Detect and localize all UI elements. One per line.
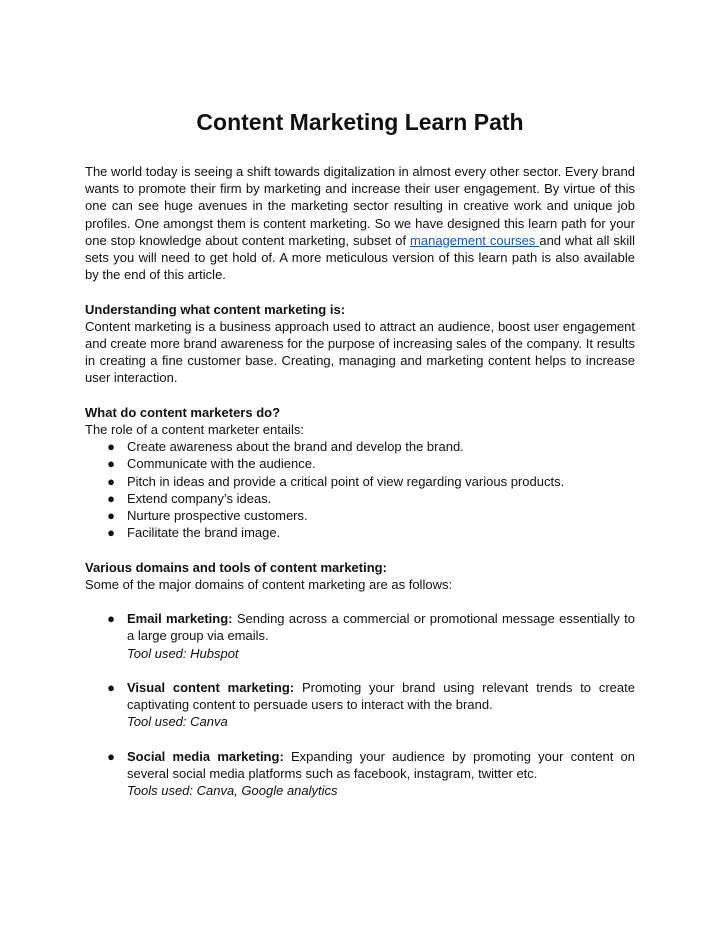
list-item-text: Communicate with the audience. xyxy=(127,456,316,472)
bullet-icon: ● xyxy=(107,473,115,489)
domains-list xyxy=(85,679,635,731)
list-item xyxy=(107,507,635,524)
bullet-icon: ● xyxy=(107,680,115,696)
domain-item-social-media-marketing xyxy=(107,748,635,800)
domain-tool: Tool used: Hubspot xyxy=(127,645,239,661)
domain-tool: Tools used: Canva, Google analytics xyxy=(127,783,338,799)
list-item-text: Pitch in ideas and provide a critical point of view regarding various products. xyxy=(127,473,565,489)
management-courses-link[interactable]: management courses xyxy=(410,232,540,248)
section-intro-domains: Some of the major domains of content marketing are as follows: xyxy=(85,576,453,592)
bullet-icon: ● xyxy=(107,490,115,506)
domain-name: Email marketing: xyxy=(127,611,233,627)
list-item-text: Create awareness about the brand and develop the brand. xyxy=(127,439,464,455)
list-item-text: Nurture prospective customers. xyxy=(127,508,308,524)
domain-description xyxy=(127,610,635,644)
list-item xyxy=(107,455,635,472)
document-title: Content Marketing Learn Path xyxy=(196,109,524,135)
bullet-icon: ● xyxy=(107,456,115,472)
domain-description xyxy=(127,679,635,713)
section-intro-role: The role of a content marketer entails: xyxy=(85,422,304,438)
domain-item-visual-content-marketing xyxy=(107,679,635,731)
list-item xyxy=(107,438,635,455)
intro-paragraph xyxy=(85,163,635,283)
bullet-icon: ● xyxy=(107,508,115,524)
domain-name: Visual content marketing: xyxy=(127,680,295,696)
domains-list xyxy=(85,610,635,662)
domains-list xyxy=(85,748,635,800)
document-body xyxy=(85,163,635,799)
list-item xyxy=(107,490,635,507)
domain-tool: Tool used: Canva xyxy=(127,714,228,730)
section-heading-understanding: Understanding what content marketing is: xyxy=(85,301,346,317)
domain-description xyxy=(127,748,635,782)
domain-item-email-marketing xyxy=(107,610,635,662)
bullet-icon: ● xyxy=(107,611,115,627)
bullet-icon: ● xyxy=(107,525,115,541)
domain-description-text: Expanding your audience by promoting your content on several social media platforms such as facebook, instagram, twitter etc. xyxy=(127,748,635,782)
section-heading-domains: Various domains and tools of content marketing: xyxy=(85,559,387,575)
domain-description-text: Sending across a commercial or promotional message essentially to a large group via emails. xyxy=(127,611,635,644)
section-body-understanding: Content marketing is a business approach used to attract an audience, boost user engagement and create more brand awareness for the purpose of increasing sales of the company. It results in creating a fine customer base. Creating, managing and marketing content helps to increase user interaction. xyxy=(85,318,635,386)
role-list xyxy=(85,438,635,541)
intro-text-after-link: and what all skill sets you will need to get hold of. A more meticulous version of this learn path is also available by the end of this article. xyxy=(85,232,636,283)
list-item xyxy=(107,473,635,490)
list-item xyxy=(107,524,635,541)
intro-text-before-link: The world today is seeing a shift towards digitalization in almost every other sector. Every brand wants to promote their firm by marketing and increase their user engagement. By virtue of this one can see huge avenues in the marketing sector resulting in creative work and unique job profiles. One amongst them is content marketing. So we have designed this learn path for your one stop knowledge about content marketing, subset of xyxy=(85,164,635,248)
domain-name: Social media marketing: xyxy=(127,748,284,764)
bullet-icon: ● xyxy=(107,439,115,455)
bullet-icon: ● xyxy=(107,748,115,764)
list-item-text: Extend company’s ideas. xyxy=(127,490,272,506)
section-heading-what-marketers-do: What do content marketers do? xyxy=(85,404,281,420)
domain-description-text: Promoting your brand using relevant trends to create captivating content to persuade users to interact with the brand. xyxy=(127,680,635,713)
list-item-text: Facilitate the brand image. xyxy=(127,525,281,541)
